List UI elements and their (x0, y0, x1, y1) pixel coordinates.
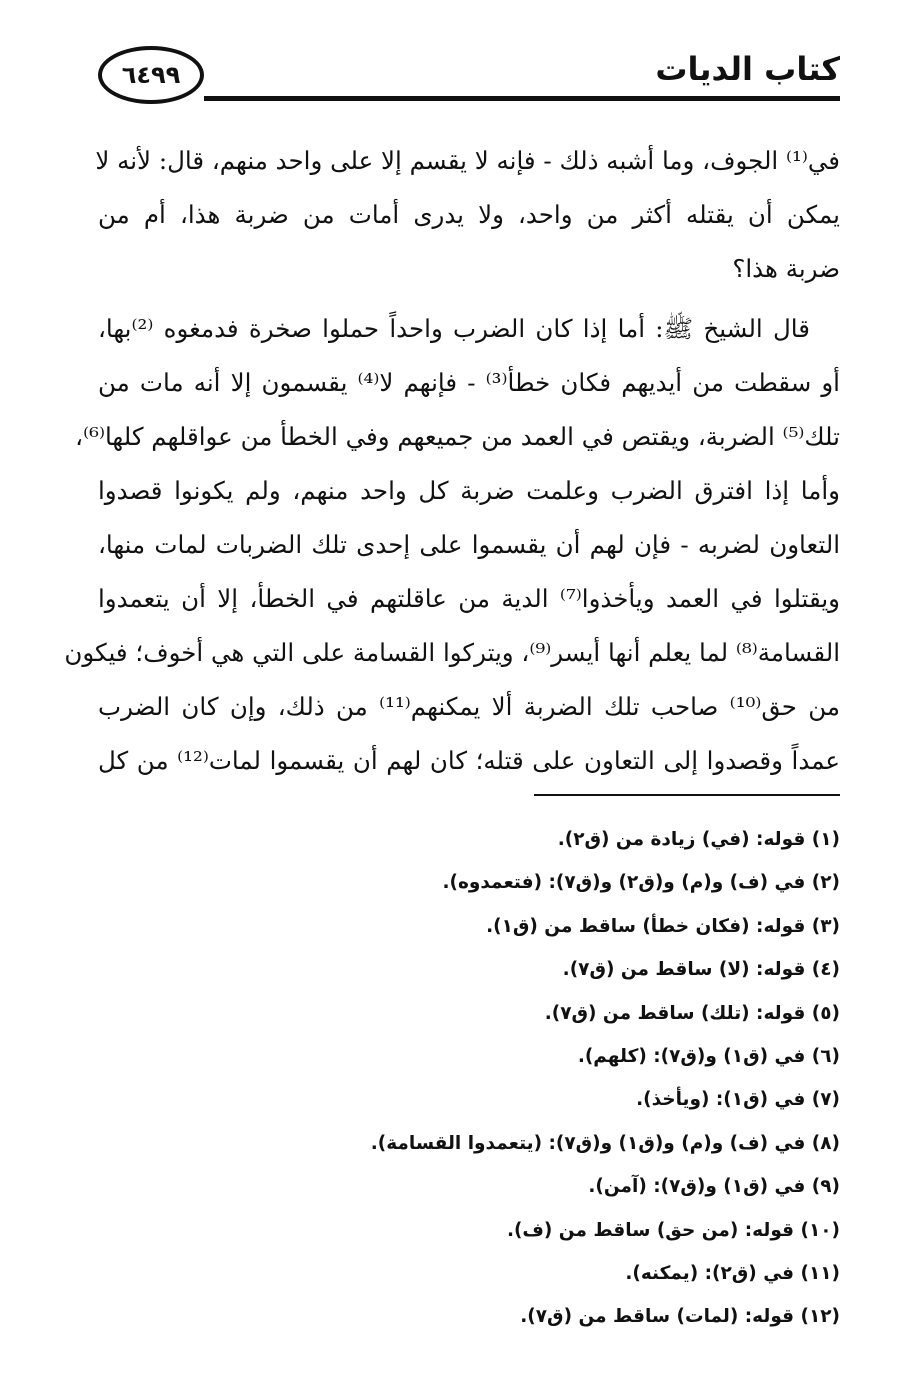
text-line: يمكن أن يقتله أكثر من واحد، ولا يدرى أمات من ضربة هذا، أم من (98, 200, 840, 229)
text-line: القسامة⁽⁸⁾ لما يعلم أنها أيسر⁽⁹⁾، ويتركوا القسامة على التي هي أخوف؛ فيكون (64, 638, 840, 667)
text-line: من حق⁽¹⁰⁾ صاحب تلك الضربة ألا يمكنهم⁽¹¹⁾ من ذلك، وإن كان الضرب (98, 692, 841, 721)
main-text (64, 134, 841, 788)
text-line: قال الشيخ ﷺ: أما إذا كان الضرب واحداً حملوا صخرة فدمغوه ⁽²⁾بها، (98, 314, 810, 343)
footnote: (٥) قوله: (تلك) ساقط من (ق٧). (544, 1002, 840, 1024)
footnote: (٢) في (ف) و(م) و(ق٢) و(ق٧): (فتعمدوه). (442, 872, 840, 894)
text-line: ويقتلوا في العمد ويأخذوا⁽⁷⁾ الدية من عاقلتهم في الخطأ، إلا أن يتعمدوا (98, 584, 840, 613)
text-line: ضربة هذا؟ (732, 254, 840, 283)
text-line: في⁽¹⁾ الجوف، وما أشبه ذلك - فإنه لا يقسم إلا على واحد منهم، قال: لأنه لا (95, 146, 840, 175)
footnotes (140, 818, 840, 1339)
footnote: (٨) في (ف) و(م) و(ق١) و(ق٧): (يتعمدوا القسامة). (370, 1132, 840, 1154)
page-number: ٦٤٩٩ (98, 46, 204, 104)
footnote: (١١) في (ق٢): (يمكنه). (625, 1262, 840, 1284)
text-line: أو سقطت من أيديهم فكان خطأ⁽³⁾ - فإنهم لا⁽⁴⁾ يقسمون إلا أنه مات من (98, 368, 840, 397)
footnote: (٣) قوله: (فكان خطأ) ساقط من (ق١). (486, 915, 840, 937)
header-rule (204, 96, 840, 101)
book-title: كتاب الديات (655, 50, 840, 88)
footnote: (٤) قوله: (لا) ساقط من (ق٧). (562, 959, 840, 981)
footnote-separator (534, 794, 840, 796)
text-line: عمداً وقصدوا إلى التعاون على قتله؛ كان لهم أن يقسموا لمات⁽¹²⁾ من كل (98, 746, 840, 775)
footnote: (٩) في (ق١) و(ق٧): (آمن). (588, 1176, 840, 1198)
footnote: (١) قوله: (في) زيادة من (ق٢). (557, 829, 840, 850)
footnote: (٦) في (ق١) و(ق٧): (كلهم). (577, 1045, 840, 1067)
footnote: (١٢) قوله: (لمات) ساقط من (ق٧). (520, 1306, 840, 1328)
text-line: تلك⁽⁵⁾ الضربة، ويقتص في العمد من جميعهم وفي الخطأ من عواقلهم كلها⁽⁶⁾، (75, 422, 840, 451)
footnote: (١٠) قوله: (من حق) ساقط من (ف). (506, 1219, 840, 1241)
page-header (96, 40, 840, 110)
footnote: (٧) في (ق١): (ويأخذ). (636, 1089, 840, 1111)
text-line: التعاون لضربه - فإن لهم أن يقسموا على إحدى تلك الضربات لمات منها، (98, 530, 840, 559)
text-line: وأما إذا افترق الضرب وعلمت ضربة كل واحد منهم، ولم يكونوا قصدوا (98, 476, 840, 505)
